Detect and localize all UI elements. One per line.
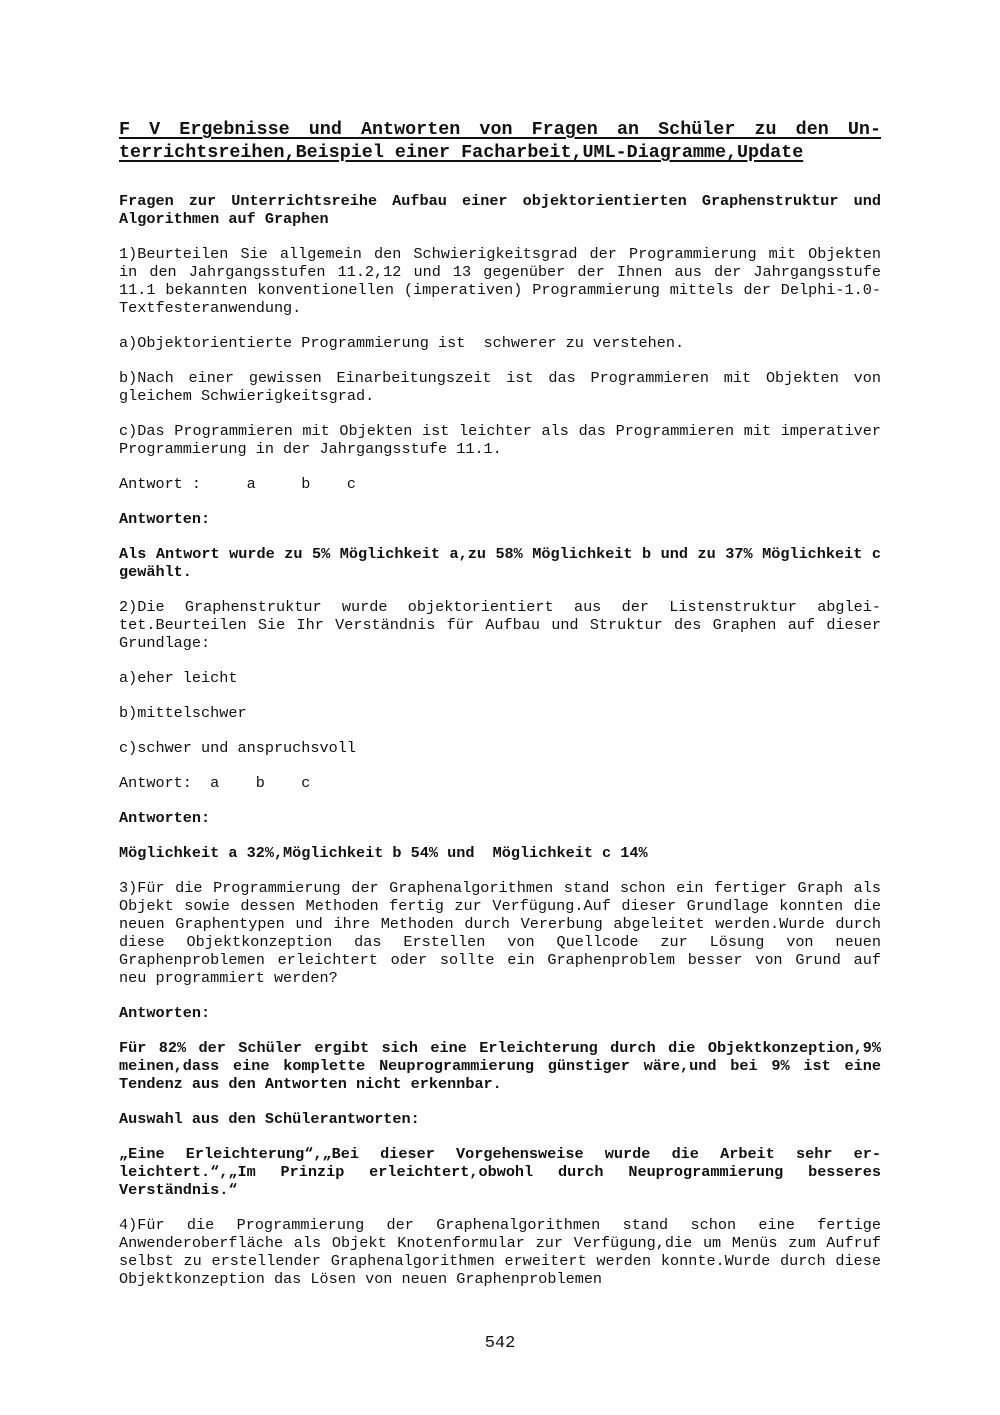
- question-1-option-b: b)Nach einer gewissen Einarbeitungszeit ist das Programmieren mit Objekten von gleichem Schwierigkeitsgrad.: [119, 369, 881, 405]
- chapter-heading: F V Ergebnisse und Antworten von Fragen an Schüler zu den Unterrichtsreihen,Beispiel einer Facharbeit,UML-Diagramme,Update: [119, 119, 881, 163]
- question-1-answer-line: Antwort : a b c: [119, 475, 356, 493]
- question-1-answers-label: Antworten:: [119, 510, 211, 528]
- question-1: 1)Beurteilen Sie allgemein den Schwierigkeitsgrad der Programmierung mit Objekten in den Jahrgangsstufen 11.2,12 und 13 gegenüber der Ihnen aus der Jahrgangsstufe 11.1 bekannten konventionellen (imperativen) Programmierung mittels der Delphi-1.0-Textfesteranwendung.: [119, 245, 881, 317]
- question-2-answers-label: Antworten:: [119, 809, 211, 827]
- question-3-result: Für 82% der Schüler ergibt sich eine Erleichterung durch die Objektkonzeption,9% meinen,dass eine komplette Neuprogrammierung günstiger wäre,und bei 9% ist eine Tendenz aus den Antworten nicht erkennbar.: [119, 1039, 881, 1093]
- question-1-result: Als Antwort wurde zu 5% Möglichkeit a,zu 58% Möglichkeit b und zu 37% Möglichkeit c gewählt.: [119, 545, 881, 581]
- question-4: 4)Für die Programmierung der Graphenalgorithmen stand schon eine fertige Anwenderoberfläche als Objekt Knotenformular zur Verfügung,die um Menüs zum Aufruf selbst zu erstellender Graphenalgorithmen erweitert werden konnte.Wurde durch diese Objektkonzeption das Lösen von neuen Graphenproblemen: [119, 1216, 881, 1288]
- page-number: 542: [484, 1334, 516, 1353]
- question-1-option-a: a)Objektorientierte Programmierung ist schwerer zu verstehen.: [119, 334, 685, 352]
- question-3-answers-label: Antworten:: [119, 1004, 211, 1022]
- question-2-option-a: a)eher leicht: [119, 669, 238, 687]
- question-2: 2)Die Graphenstruktur wurde objektorientiert aus der Listenstruktur abgleitet.Beurteilen Sie Ihr Verständnis für Aufbau und Struktur des Graphen auf dieser Grundlage:: [119, 598, 881, 652]
- question-1-option-c: c)Das Programmieren mit Objekten ist leichter als das Programmieren mit imperativer Programmierung in der Jahrgangsstufe 11.1.: [119, 422, 881, 458]
- question-2-option-b: b)mittelschwer: [119, 704, 247, 722]
- question-2-result: Möglichkeit a 32%,Möglichkeit b 54% und Möglichkeit c 14%: [119, 844, 648, 862]
- document-page: [119, 118, 881, 1305]
- question-2-option-c: c)schwer und anspruchsvoll: [119, 739, 356, 757]
- section-title: Fragen zur Unterrichtsreihe Aufbau einer objektorientierten Graphenstruktur und Algorithmen auf Graphen: [119, 192, 881, 228]
- question-3-selection-label: Auswahl aus den Schülerantworten:: [119, 1110, 420, 1128]
- question-3: 3)Für die Programmierung der Graphenalgorithmen stand schon ein fertiger Graph als Objekt sowie dessen Methoden fertig zur Verfügung.Auf dieser Grundlage konnten die neuen Graphentypen und ihre Methoden durch Vererbung abgeleitet werden.Wurde durch diese Objektkonzeption das Erstellen von Quellcode zur Lösung von neuen Graphenproblemen erleichtert oder sollte ein Graphenproblem besser von Grund auf neu programmiert werden?: [119, 879, 881, 987]
- question-3-student-quotes: „Eine Erleichterung“,„Bei dieser Vorgehensweise wurde die Arbeit sehr erleichtert.“,„Im Prinzip erleichtert,obwohl durch Neuprogrammierung besseres Verständnis.“: [119, 1145, 881, 1199]
- question-2-answer-line: Antwort: a b c: [119, 774, 311, 792]
